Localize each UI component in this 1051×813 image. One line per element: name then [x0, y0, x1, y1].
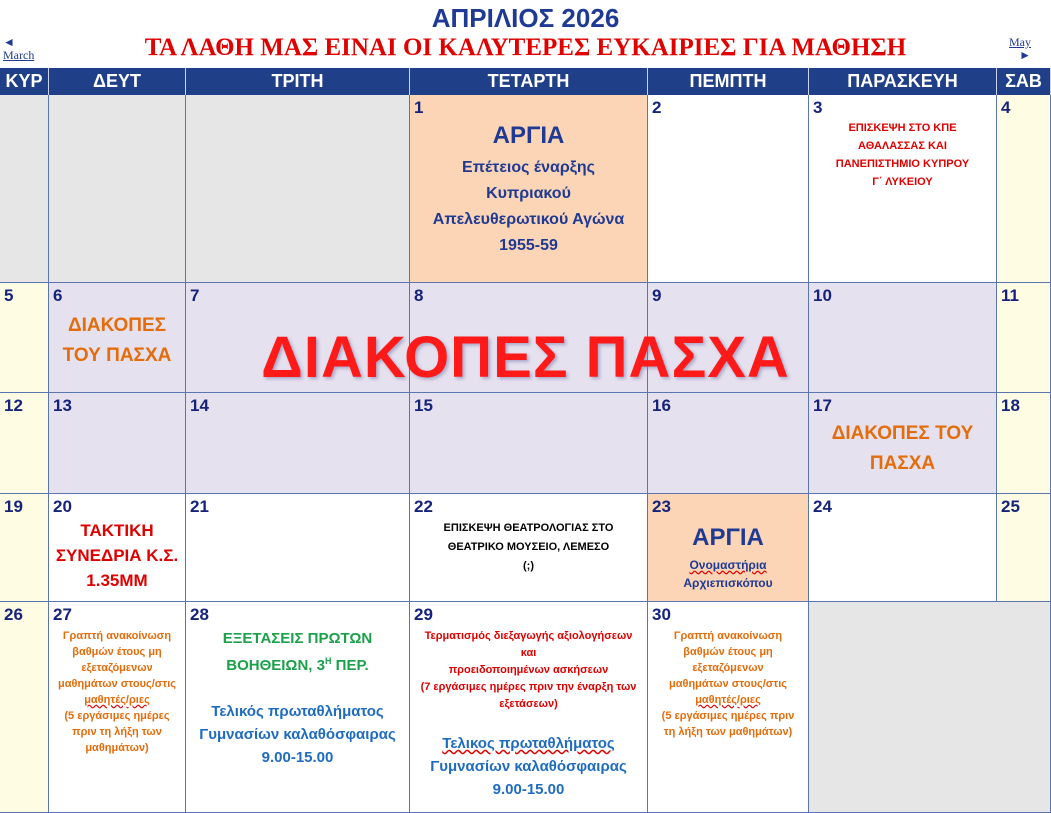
day-number: 16: [652, 396, 671, 415]
event-line: μαθητές/ριες: [695, 694, 761, 706]
event-line: εξεταζόμενων: [692, 662, 764, 674]
day-number: 9: [652, 286, 662, 305]
event-line: εξεταζόμενων: [81, 662, 153, 674]
weekday-tue: ΤΡΙΤΗ: [186, 68, 410, 95]
day-cell-15[interactable]: [410, 393, 648, 494]
easter-vacation-banner: ΔΙΑΚΟΠΕΣ ΠΑΣΧΑ: [261, 325, 790, 390]
event-line: μαθημάτων στους/στις: [669, 678, 787, 690]
event-line: Γραπτή ανακοίνωση: [62, 630, 172, 642]
event-line: ΘΕΑΤΡΙΚΟ ΜΟΥΣΕΙΟ, ΛΕΜΕΣΟ: [447, 541, 610, 553]
day-number: 11: [1001, 286, 1019, 305]
easter-vacation-label: [811, 419, 994, 479]
day-cell-4[interactable]: [997, 95, 1051, 283]
event-line: (5 εργάσιμες ημέρες πριν: [661, 710, 795, 722]
prev-month-link[interactable]: [3, 36, 34, 62]
holiday-line: Επέτειος έναρξης: [462, 159, 595, 176]
day-number: 25: [1001, 497, 1020, 516]
right-arrow-icon: ►: [1019, 48, 1031, 62]
holiday-line: Απελευθερωτικού Αγώνα: [432, 211, 625, 228]
day-cell-25[interactable]: [997, 494, 1051, 602]
event-assessment-end: [412, 628, 645, 713]
event-line: ΔΙΑΚΟΠΕΣ ΤΟΥ: [831, 423, 974, 444]
holiday-line: Ονομαστήρια: [689, 558, 767, 572]
holiday-line: Αρχιεπισκόπου: [683, 576, 773, 590]
day-number: 5: [4, 286, 14, 305]
day-number: 27: [53, 605, 72, 624]
day-cell-21[interactable]: [186, 494, 410, 602]
day-cell-16[interactable]: [648, 393, 809, 494]
event-line: ΤΟΥ ΠΑΣΧΑ: [62, 345, 172, 366]
event-line: ΑΘΑΛΑΣΣΑΣ ΚΑΙ: [858, 140, 947, 152]
event-line: 9.00-15.00: [492, 781, 565, 798]
day-cell-13[interactable]: [49, 393, 186, 494]
event-line: και: [520, 647, 537, 659]
event-basketball-final: [188, 700, 407, 769]
event-line: 9.00-15.00: [261, 749, 334, 766]
day-cell-9[interactable]: [648, 283, 809, 393]
day-cell-17[interactable]: [809, 393, 997, 494]
event-line: ΣΥΝΕΔΡΙΑ Κ.Σ.: [55, 546, 179, 565]
day-number: 29: [414, 605, 433, 624]
holiday-event: [650, 520, 806, 592]
day-number: 4: [1001, 98, 1011, 117]
day-number: 6: [53, 286, 63, 305]
left-arrow-icon: ◄: [3, 35, 15, 49]
empty-day-cell: [186, 95, 410, 283]
day-cell-26[interactable]: [0, 602, 49, 813]
day-cell-11[interactable]: [997, 283, 1051, 393]
event-line: ΠΑΣΧΑ: [869, 453, 936, 474]
day-cell-27[interactable]: [49, 602, 186, 813]
day-number: 17: [813, 396, 832, 415]
day-number: 30: [652, 605, 671, 624]
day-number: 7: [190, 286, 200, 305]
day-cell-1[interactable]: [410, 95, 648, 283]
event-line: τη λήξη των μαθημάτων): [663, 726, 793, 738]
easter-vacation-label: [51, 311, 183, 371]
event-line: Γυμνασίων καλαθόσφαιρας: [199, 726, 396, 743]
day-cell-12[interactable]: [0, 393, 49, 494]
day-number: 24: [813, 497, 832, 516]
day-cell-3[interactable]: [809, 95, 997, 283]
event-line: μαθημάτων): [85, 742, 149, 754]
weekday-thu: ΠΕΜΠΤΗ: [648, 68, 809, 95]
day-number: 14: [190, 396, 209, 415]
event-line: ΕΞΕΤΑΣΕΙΣ ΠΡΩΤΩΝ: [222, 630, 373, 647]
event-line: ΕΠΙΣΚΕΨΗ ΣΤΟ ΚΠΕ: [848, 122, 957, 134]
event-line: πριν τη λήξη των: [72, 726, 162, 738]
event-line: (7 εργάσιμες ημέρες πριν την έναρξη των: [420, 681, 637, 693]
prev-month-label: March: [3, 48, 35, 62]
weekday-wed: ΤΕΤΑΡΤΗ: [410, 68, 648, 95]
event-line: μαθητές/ριες: [84, 694, 150, 706]
day-number: 19: [4, 497, 23, 516]
day-number: 10: [813, 286, 832, 305]
empty-day-cell: [809, 602, 1051, 813]
event-line: ΕΠΙΣΚΕΨΗ ΘΕΑΤΡΟΛΟΓΙΑΣ ΣΤΟ: [443, 522, 614, 534]
day-cell-28[interactable]: [186, 602, 410, 813]
day-number: 15: [414, 396, 433, 415]
day-number: 22: [414, 497, 433, 516]
day-number: 1: [414, 98, 424, 117]
event-line: μαθημάτων στους/στις: [58, 678, 176, 690]
day-cell-8[interactable]: [410, 283, 648, 393]
day-cell-20[interactable]: [49, 494, 186, 602]
event-grade-announcement: [51, 628, 183, 756]
calendar-header: [0, 0, 1051, 68]
month-title: ΑΠΡΙΛΙΟΣ 2026: [431, 3, 620, 33]
event-line: εξετάσεων): [499, 698, 558, 710]
event-line: Γ΄ ΛΥΚΕΙΟΥ: [872, 176, 933, 188]
day-cell-23[interactable]: [648, 494, 809, 602]
day-number: 3: [813, 98, 823, 117]
event-theatre-visit: [412, 519, 645, 576]
next-month-label: May: [1009, 35, 1031, 49]
day-cell-10[interactable]: [809, 283, 997, 393]
day-cell-2[interactable]: [648, 95, 809, 283]
day-cell-30[interactable]: [648, 602, 809, 813]
event-line: (5 εργάσιμες ημέρες: [64, 710, 170, 722]
day-cell-14[interactable]: [186, 393, 410, 494]
day-cell-7[interactable]: [186, 283, 410, 393]
day-cell-24[interactable]: [809, 494, 997, 602]
event-line: ΤΑΚΤΙΚΗ: [80, 521, 154, 540]
event-line: βαθμών έτους μη: [72, 646, 162, 658]
day-number: 28: [190, 605, 209, 624]
event-line: προειδοποιημένων ασκήσεων: [448, 664, 609, 676]
event-line: Τελικος πρωταθλήματος: [442, 735, 615, 752]
day-cell-18[interactable]: [997, 393, 1051, 494]
calendar-grid: [0, 68, 1051, 813]
day-number: 20: [53, 497, 72, 516]
event-line: ΒΟΗΘΕΙΩΝ, $3^H$ ΠΕΡ.: [226, 656, 369, 674]
day-number: 21: [190, 497, 209, 516]
event-line: βαθμών έτους μη: [683, 646, 773, 658]
day-cell-22[interactable]: [410, 494, 648, 602]
event-line: (;): [523, 560, 534, 572]
holiday-line: Κυπριακού: [486, 185, 571, 202]
event-line: 1.35ΜΜ: [86, 571, 148, 590]
day-number: 23: [652, 497, 671, 516]
event-first-aid-exams: [188, 628, 407, 677]
day-cell-6[interactable]: [49, 283, 186, 393]
day-number: 26: [4, 605, 23, 624]
event-line: Τερματισμός διεξαγωγής αξιολογήσεων: [424, 630, 633, 642]
day-number: 18: [1001, 396, 1020, 415]
day-number: 12: [4, 396, 23, 415]
holiday-line: 1955-59: [499, 237, 558, 254]
day-number: 8: [414, 286, 424, 305]
next-month-link[interactable]: [1009, 36, 1031, 62]
day-cell-29[interactable]: [410, 602, 648, 813]
holiday-title: ΑΡΓΙΑ: [492, 122, 565, 149]
event-line: Γυμνασίων καλαθόσφαιρας: [430, 758, 627, 775]
weekday-fri: ΠΑΡΑΣΚΕΥΗ: [809, 68, 997, 95]
event-staff-meeting: [51, 518, 183, 593]
event-line: Τελικός πρωταθλήματος: [211, 703, 384, 720]
day-cell-19[interactable]: [0, 494, 49, 602]
motto-banner: ΤΑ ΛΑΘΗ ΜΑΣ ΕΙΝΑΙ ΟΙ ΚΑΛΥΤΕΡΕΣ ΕΥΚΑΙΡΙΕΣ ΓΙΑ ΜΑΘΗΣΗ: [144, 34, 907, 61]
day-number: 13: [53, 396, 72, 415]
day-cell-5[interactable]: [0, 283, 49, 393]
weekday-sun: ΚΥΡ: [0, 68, 49, 95]
empty-day-cell: [49, 95, 186, 283]
holiday-title: ΑΡΓΙΑ: [692, 524, 764, 551]
event-grade-announcement: [650, 628, 806, 740]
event-basketball-final: [412, 732, 645, 801]
weekday-sat: ΣΑΒ: [997, 68, 1051, 95]
empty-day-cell: [0, 95, 49, 283]
weekday-mon: ΔΕΥΤ: [49, 68, 186, 95]
event-line: ΔΙΑΚΟΠΕΣ: [67, 315, 167, 336]
event-visit-kpe: [811, 119, 994, 191]
day-number: 2: [652, 98, 662, 117]
holiday-event: [412, 117, 645, 259]
event-line: ΠΑΝΕΠΙΣΤΗΜΙΟ ΚΥΠΡΟΥ: [835, 158, 970, 170]
event-line: Γραπτή ανακοίνωση: [673, 630, 783, 642]
